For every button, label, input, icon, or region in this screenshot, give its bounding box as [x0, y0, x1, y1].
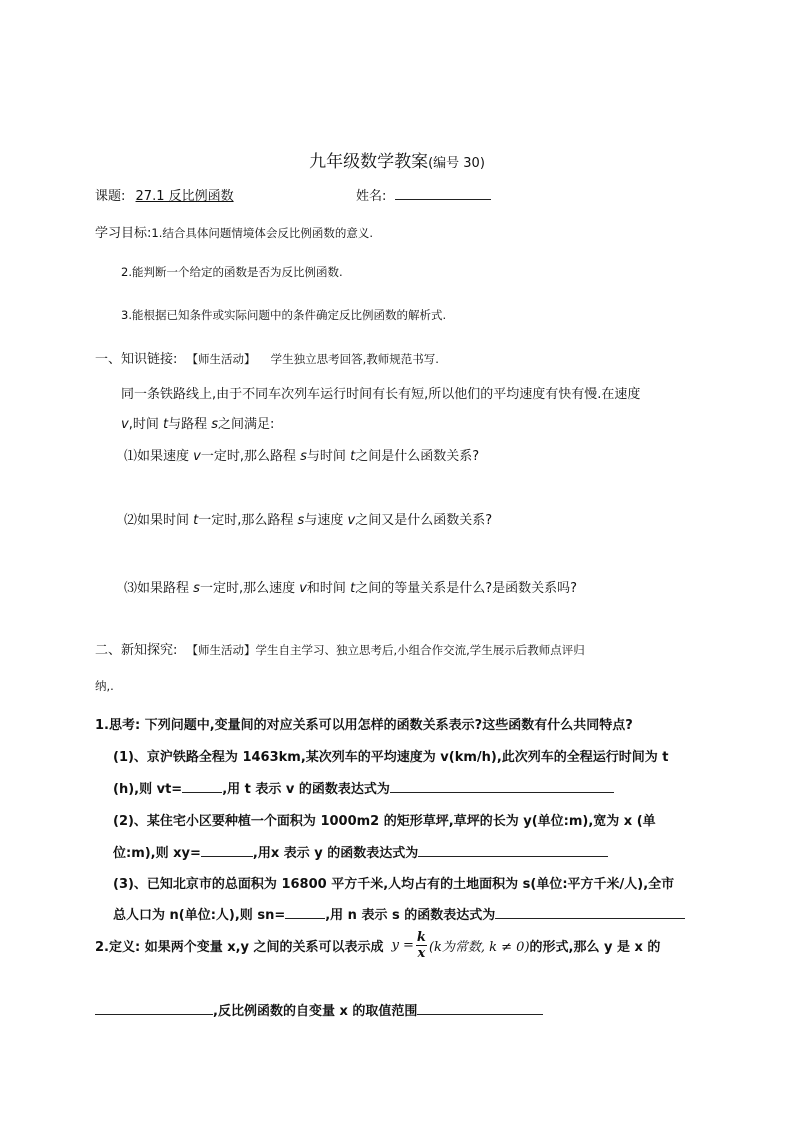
definition-blank	[95, 1001, 213, 1015]
formula-numerator: k	[416, 930, 426, 945]
section1-activity-tag: 【师生活动】	[186, 352, 256, 366]
q-text: 一定时,那么速度	[199, 581, 296, 596]
q-text: 和时间	[306, 581, 346, 596]
section1-intro-line2	[121, 413, 274, 432]
var-v: v	[193, 449, 201, 464]
y-expression-blank	[418, 843, 608, 857]
var-v: v	[347, 513, 356, 528]
section1-heading-row	[95, 348, 439, 367]
title-text: 九年级数学教案	[309, 152, 429, 172]
problem-1-line2	[113, 778, 614, 797]
formula-y: y =	[391, 938, 414, 953]
section1-intro-line1: 同一条铁路线上,由于不同车次列车运行时间有长有短,所以他们的平均速度有快有慢.在速度	[121, 387, 641, 402]
definition-line2	[95, 1000, 543, 1019]
domain-blank	[417, 1001, 543, 1015]
name-blank	[395, 186, 491, 200]
var-v: v	[121, 417, 129, 432]
p3-text: ,用 n 表示 s 的函数表达式为	[325, 908, 496, 923]
q-text: 与时间	[306, 449, 346, 464]
name-label: 姓名:	[356, 189, 387, 204]
var-t: t	[193, 513, 199, 528]
problem-1-line1: (1)、京沪铁路全程为 1463km,某次列车的平均速度为 v(km/h),此次列车的全程运行时间为 t	[113, 750, 669, 765]
definition-domain-text: ,反比例函数的自变量 x 的取值范围	[213, 1004, 418, 1019]
definition-prefix: 2.定义: 如果两个变量 x,y 之间的关系可以表示成	[95, 940, 384, 955]
section2-heading-row	[95, 639, 585, 658]
question-1	[124, 445, 479, 464]
definition-line1	[95, 930, 660, 961]
v-expression-blank	[390, 779, 614, 793]
q-text: ⑶如果路程	[124, 581, 190, 596]
var-s: s	[300, 449, 307, 464]
q-text: 一定时,那么路程	[200, 449, 296, 464]
p2-text: ,用x 表示 y 的函数表达式为	[252, 846, 419, 861]
q-text: 之间是什么函数关系?	[355, 449, 480, 464]
var-s: s	[211, 417, 219, 432]
topic-row	[95, 185, 234, 204]
question-3	[124, 577, 577, 596]
problem-3-line2	[113, 904, 685, 923]
q-text: 之间的等量关系是什么?是函数关系吗?	[355, 581, 577, 596]
section2-activity-text-line2: 纳,.	[95, 679, 114, 693]
q-text: 与速度	[304, 513, 344, 528]
section2-activity-tag: 【师生活动】	[186, 643, 256, 657]
topic-label: 课题:	[95, 189, 126, 204]
section2-activity-text: 学生自主学习、独立思考后,小组合作交流,学生展示后教师点评归	[255, 643, 585, 657]
p1-text: ,用 t 表示 v 的函数表达式为	[222, 782, 390, 797]
problem-2-line2	[113, 842, 608, 861]
intro-text: ,时间	[128, 417, 159, 432]
q-text: ⑴如果速度	[124, 449, 190, 464]
objective-item-3: 3.能根据已知条件或实际问题中的条件确定反比例函数的解析式.	[121, 308, 447, 322]
var-t: t	[162, 417, 169, 432]
page-title	[0, 147, 794, 172]
formula-denominator: x	[417, 946, 426, 961]
objective-item-1: 1.结合具体问题情境体会反比例函数的意义.	[151, 226, 374, 240]
q-text: 之间又是什么函数关系?	[355, 513, 493, 528]
xy-blank	[201, 843, 253, 857]
q-text: 一定时,那么路程	[198, 513, 294, 528]
definition-suffix: 的形式,那么 y 是 x 的	[529, 940, 661, 955]
section2-heading: 二、新知探究:	[95, 643, 178, 658]
formula-fraction	[416, 930, 427, 961]
section1-heading: 一、知识链接:	[95, 352, 178, 367]
var-t: t	[350, 581, 356, 596]
var-t: t	[350, 449, 356, 464]
intro-text: 之间满足:	[218, 417, 275, 432]
var-s: s	[193, 581, 200, 596]
p3-text: 总人口为 n(单位:人),则 sn=	[113, 908, 286, 923]
objectives-line1	[95, 222, 373, 241]
question-2	[124, 509, 492, 528]
q-text: ⑵如果时间	[124, 513, 190, 528]
var-s: s	[297, 513, 305, 528]
sn-blank	[285, 905, 325, 919]
title-number-note: (编号 30)	[428, 156, 485, 171]
formula-condition: (k为常数, k ≠ 0)	[428, 940, 530, 955]
intro-text: 与路程	[168, 417, 208, 432]
thinking-intro: 1.思考: 下列问题中,变量间的对应关系可以用怎样的函数关系表示?这些函数有什么共同特点?	[95, 718, 633, 733]
p2-text: 位:m),则 xy=	[113, 846, 201, 861]
vt-blank	[182, 779, 222, 793]
name-field	[356, 185, 491, 204]
section1-activity-text: 学生独立思考回答,教师规范书写.	[270, 352, 439, 366]
problem-3-line1: (3)、已知北京市的总面积为 16800 平方千米,人均占有的土地面积为 s(单位:平方千米/人),全市	[113, 877, 675, 892]
p1-text: (h),则 vt=	[113, 782, 183, 797]
problem-2-line1: (2)、某住宅小区要种植一个面积为 1000m2 的矩形草坪,草坪的长为 y(单位:m),宽为 x (单	[113, 814, 656, 829]
var-v: v	[299, 581, 307, 596]
s-expression-blank	[495, 905, 685, 919]
objective-item-2: 2.能判断一个给定的函数是否为反比例函数.	[121, 265, 343, 279]
objectives-label: 学习目标:	[95, 226, 152, 241]
topic-value: 27.1 反比例函数	[135, 189, 234, 204]
